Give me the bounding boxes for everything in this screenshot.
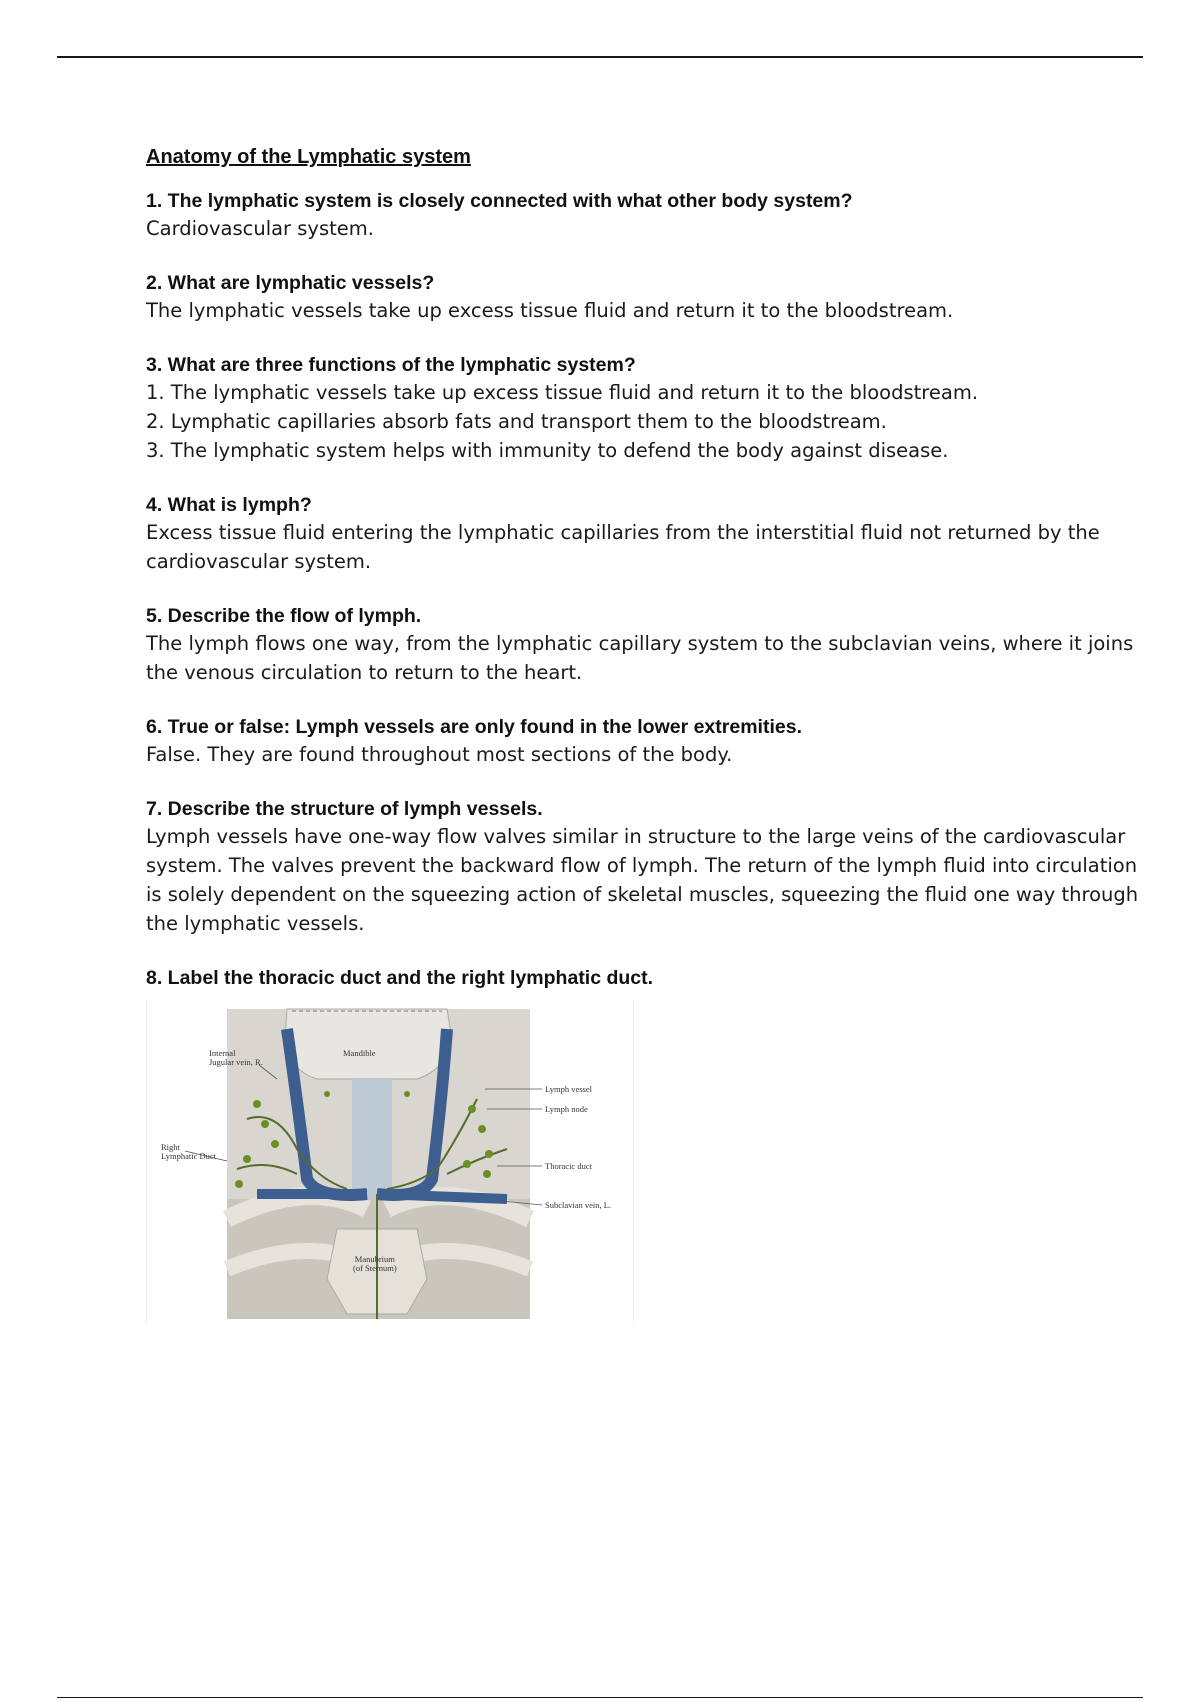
- qa-item-5: [146, 604, 1146, 687]
- qa-item-6: [146, 715, 1146, 769]
- qa-item-8: [146, 966, 1146, 1325]
- qa-item-1: [146, 189, 1146, 243]
- label-manubrium: Manubrium (of Sternum): [353, 1254, 397, 1273]
- qa-item-4: [146, 493, 1146, 576]
- question: 6. True or false: Lymph vessels are only found in the lower extremities.: [146, 716, 802, 738]
- footer-rule: [57, 1697, 1143, 1698]
- question: 3. What are three functions of the lymphatic system?: [146, 354, 636, 376]
- question: 4. What is lymph?: [146, 494, 312, 516]
- answer: Excess tissue fluid entering the lymphatic capillaries from the interstitial fluid not returned by the cardiovascular system.: [146, 521, 1100, 573]
- answer-list: [146, 378, 1146, 465]
- question: 7. Describe the structure of lymph vessels.: [146, 798, 543, 820]
- label-thoracic-duct: Thoracic duct: [545, 1161, 592, 1171]
- list-item: 3. The lymphatic system helps with immunity to defend the body against disease.: [146, 439, 949, 462]
- lymphatic-anatomy-figure: [146, 999, 634, 1325]
- label-internal-jugular: Internal Jugular vein, R.: [209, 1048, 263, 1067]
- question: 2. What are lymphatic vessels?: [146, 272, 435, 294]
- list-item: 1. The lymphatic vessels take up excess tissue fluid and return it to the bloodstream.: [146, 381, 979, 404]
- answer: The lymphatic vessels take up excess tissue fluid and return it to the bloodstream.: [146, 299, 954, 322]
- qa-item-3: [146, 353, 1146, 465]
- label-lymph-node: Lymph node: [545, 1104, 588, 1114]
- question: 5. Describe the flow of lymph.: [146, 605, 422, 627]
- document-title: Anatomy of the Lymphatic system: [146, 146, 471, 168]
- answer: Cardiovascular system.: [146, 217, 374, 240]
- qa-item-2: [146, 271, 1146, 325]
- answer: Lymph vessels have one-way flow valves similar in structure to the large veins of the cardiovascular system. The valves prevent the backward flow of lymph. The return of the lymph fluid into circulation is solely dependent on the squeezing action of skeletal muscles, squeezing the fluid one way through the lymphatic vessels.: [146, 825, 1139, 935]
- label-subclavian-vein: Subclavian vein, L.: [545, 1200, 612, 1210]
- label-right-lymphatic-duct: Right Lymphatic Duct: [161, 1142, 217, 1161]
- list-item: 2. Lymphatic capillaries absorb fats and transport them to the bloodstream.: [146, 410, 887, 433]
- question: 1. The lymphatic system is closely connected with what other body system?: [146, 190, 853, 212]
- question: 8. Label the thoracic duct and the right lymphatic duct.: [146, 967, 654, 989]
- document-body: [146, 145, 1146, 1325]
- header-rule: [57, 56, 1143, 58]
- answer: The lymph flows one way, from the lymphatic capillary system to the subclavian veins, where it joins the venous circulation to return to the heart.: [146, 632, 1134, 684]
- qa-item-7: [146, 797, 1146, 938]
- answer: False. They are found throughout most sections of the body.: [146, 743, 733, 766]
- label-mandible: Mandible: [343, 1048, 376, 1058]
- label-lymph-vessel: Lymph vessel: [545, 1084, 592, 1094]
